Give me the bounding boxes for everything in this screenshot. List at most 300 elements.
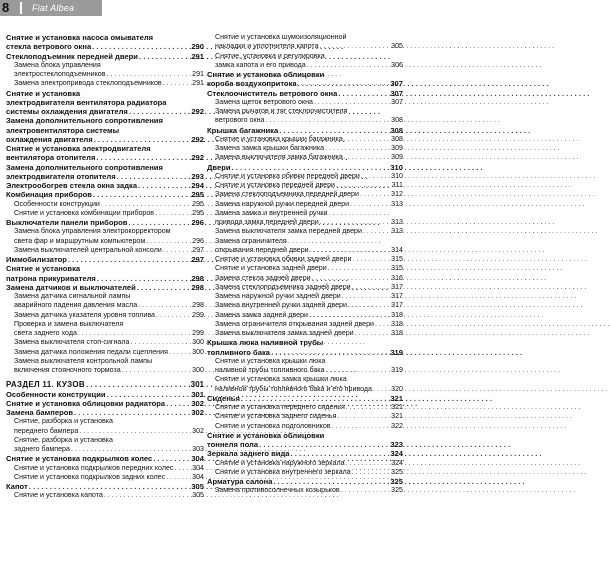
toc-entry-title: вентилятора отопителя	[6, 153, 96, 163]
dot-leader	[107, 390, 191, 399]
dot-leader	[93, 190, 190, 199]
dot-leader	[155, 209, 191, 218]
dot-leader	[355, 329, 391, 338]
dot-leader	[314, 98, 390, 107]
page-ref: 321	[391, 403, 403, 411]
toc-entry-title: Особенности конструкции	[6, 389, 106, 399]
dot-leader	[156, 311, 191, 320]
toc-entry-title: Замена датчиков и выключателей	[6, 282, 136, 292]
toc-entry[interactable]	[6, 181, 204, 190]
page-ref: 319	[391, 366, 403, 374]
dot-leader	[352, 468, 390, 477]
toc-entry-title: Замена стеклоподъемника передней двери	[215, 190, 359, 199]
page-header	[0, 0, 407, 16]
page-ref: 322	[391, 421, 403, 430]
page-ref: 324	[391, 458, 403, 467]
toc-entry-title: Электрообогрев стекла окна задка	[6, 181, 138, 190]
page-ref: 304	[191, 454, 204, 464]
toc-entry[interactable]	[6, 255, 204, 264]
page-ref: 295	[191, 190, 204, 200]
toc-entry[interactable]	[6, 264, 204, 283]
toc-entry-line: Крышка люка наливной трубы	[207, 338, 324, 348]
toc-subentry[interactable]	[207, 135, 403, 144]
page-ref: 314	[391, 245, 403, 254]
page-ref: 298	[192, 301, 204, 310]
toc-subentry[interactable]	[6, 348, 204, 357]
dot-leader	[332, 422, 391, 431]
toc-entry-title: света заднего хода	[14, 329, 77, 337]
toc-subentry[interactable]	[207, 153, 403, 162]
toc-entry-title: Снятие и установка переднего сиденья	[215, 403, 345, 411]
toc-entry-title: Снятие и установка крышки багажника	[215, 134, 343, 143]
toc-entry[interactable]	[6, 408, 204, 417]
toc-subentry[interactable]	[207, 264, 403, 273]
toc-subentry[interactable]	[6, 491, 204, 500]
toc-entry[interactable]	[6, 116, 204, 144]
toc-subentry[interactable]	[207, 190, 403, 199]
page-ref: 308	[390, 125, 403, 135]
page-ref: 292	[191, 107, 204, 116]
page-ref: 308	[391, 116, 403, 125]
toc-entry[interactable]	[6, 163, 204, 182]
toc-entry-title: Замена датчика положения педали сцепления	[14, 347, 168, 356]
page-ref: 320	[391, 384, 403, 393]
page-ref: 312	[391, 190, 403, 199]
dot-leader	[265, 116, 390, 125]
toc-entry-line: Снятие и установка	[6, 88, 81, 98]
toc-entry-line: Снятие и установка шумоизоляционной	[215, 33, 347, 41]
page-ref: 292	[191, 153, 204, 163]
dot-leader	[86, 380, 190, 389]
page-ref: 304	[192, 472, 204, 481]
page-ref: 325	[391, 486, 403, 495]
toc-entry-title: топливного бака	[207, 347, 270, 357]
page-ref: 290	[191, 42, 204, 52]
dot-leader	[139, 52, 190, 61]
dot-leader	[232, 163, 390, 172]
toc-entry-title: замка капота и его привода	[215, 60, 306, 69]
dot-leader	[279, 126, 389, 135]
toc-entry-title: электродвигателя отопителя	[6, 171, 116, 181]
page-ref: 307	[390, 79, 403, 89]
toc-entry-title: Снятие и установка капота	[14, 491, 103, 500]
page-ref: 310	[390, 162, 403, 172]
dot-leader	[352, 255, 390, 264]
page-ref: 295	[192, 199, 204, 208]
page-ref: 291	[192, 70, 204, 78]
page-ref: 310	[391, 171, 403, 180]
toc-entry[interactable]	[207, 89, 403, 98]
toc-entry-title: Замена щеток ветрового окна	[215, 97, 313, 106]
toc-subentry[interactable]	[207, 292, 403, 301]
page-ref: 318	[391, 329, 403, 337]
dot-leader	[29, 482, 191, 491]
toc-subentry[interactable]	[207, 181, 403, 190]
dot-leader	[104, 491, 191, 500]
toc-entry[interactable]	[207, 70, 403, 89]
page-ref: 324	[390, 449, 403, 459]
dot-leader	[373, 385, 390, 394]
toc-entry-title: привода замка передней двери	[215, 218, 319, 226]
toc-entry-title: тоннеля пола	[207, 440, 259, 449]
toc-entry-title: Снятие и установка передней двери	[215, 181, 336, 189]
dot-leader	[68, 255, 190, 264]
toc-entry-title: короба воздухопритока	[207, 79, 297, 89]
toc-entry-title: заднего бампера	[14, 445, 70, 453]
book-title: Fiat Albea	[32, 3, 75, 13]
toc-entry-line: Замена ограничителя	[215, 236, 287, 245]
dot-leader	[174, 464, 191, 473]
toc-entry-title: Двери	[207, 162, 231, 172]
page-ref: 323	[390, 440, 403, 449]
toc-subentry[interactable]	[207, 283, 403, 292]
toc-left-column	[6, 33, 204, 501]
toc-entry-title: РАЗДЕЛ 11. КУЗОВ	[6, 380, 85, 390]
toc-subentry[interactable]	[6, 357, 204, 376]
dot-leader	[344, 153, 390, 162]
page-ref: 302	[191, 408, 204, 417]
toc-entry-line: Замена выключателя контрольной лампы	[14, 356, 153, 365]
toc-entry-title: Снятие и установка обивки задней двери	[215, 255, 352, 263]
toc-entry[interactable]	[6, 482, 204, 491]
dot-leader	[146, 237, 191, 246]
page-ref: 291	[191, 51, 204, 61]
dot-leader	[325, 144, 390, 153]
toc-entry-title: Арматура салона	[207, 477, 273, 486]
page-ref: 308	[391, 134, 403, 143]
page-ref: 306	[391, 60, 403, 69]
page-ref: 325	[391, 467, 403, 476]
page-ref: 296	[191, 218, 204, 227]
dot-leader	[79, 427, 191, 436]
page-ref: 309	[391, 144, 403, 152]
dot-leader	[312, 274, 391, 283]
toc-entry-line: Снятие и установка электродвигателя	[6, 144, 151, 153]
toc-subentry[interactable]	[207, 274, 403, 283]
dot-leader	[320, 218, 390, 227]
dot-leader	[346, 459, 391, 468]
dot-leader	[363, 227, 390, 236]
toc-entry-title: Снятие и установка заднего сиденья	[215, 412, 337, 421]
dot-leader	[375, 320, 390, 329]
dot-leader	[298, 79, 390, 88]
toc-subentry[interactable]	[6, 61, 204, 80]
toc-subentry[interactable]	[6, 320, 204, 339]
dot-leader	[129, 107, 190, 116]
page-ref: 317	[391, 301, 403, 310]
dot-leader	[309, 311, 390, 320]
toc-entry-title: включения стояночного тормоза	[14, 366, 121, 374]
page-ref: 297	[192, 245, 204, 254]
toc-subentry[interactable]	[6, 464, 204, 473]
toc-entry[interactable]	[6, 33, 204, 52]
page-ref: 296	[192, 236, 204, 245]
toc-subentry[interactable]	[207, 144, 403, 153]
toc-subentry[interactable]	[6, 79, 204, 88]
toc-subentry[interactable]	[207, 422, 403, 431]
page-ref: 305	[192, 491, 204, 500]
toc-subentry[interactable]	[6, 209, 204, 218]
page-ref: 302	[191, 398, 204, 408]
dot-leader	[346, 403, 390, 412]
toc-entry[interactable]	[207, 338, 403, 357]
dot-leader	[271, 348, 389, 357]
toc-entry-line: Снятие, установка и регулировка	[215, 51, 325, 60]
toc-subentry[interactable]	[207, 255, 403, 264]
toc-subentry[interactable]	[207, 172, 403, 181]
toc-entry-title: Замена замка задней двери	[215, 310, 308, 319]
page-ref: 299	[192, 310, 204, 319]
toc-subentry[interactable]	[207, 52, 403, 71]
dot-leader	[138, 181, 190, 190]
toc-entry-line: Замена замка и внутренней ручки	[215, 208, 328, 217]
toc-entry-title: стекла ветрового окна	[6, 42, 92, 52]
page-number: 8	[2, 0, 10, 15]
toc-entry-title: Особенности конструкции	[14, 199, 100, 208]
toc-entry-title: Крышка багажника	[207, 125, 279, 135]
section-gap	[6, 375, 204, 378]
dot-leader	[348, 301, 390, 310]
toc-entry-title: системы охлаждения двигателя	[6, 107, 128, 116]
toc-subentry[interactable]	[6, 338, 204, 347]
dot-leader	[107, 70, 192, 79]
toc-subentry[interactable]	[207, 209, 403, 228]
toc-entry-title: Замена выключателя замка задней двери	[215, 329, 354, 337]
toc-subentry[interactable]	[207, 375, 403, 394]
toc-entry-title: Замена противосолнечных козырьков	[215, 486, 340, 495]
page-ref: 303	[192, 445, 204, 453]
page-ref: 300	[192, 338, 204, 347]
dot-leader	[273, 477, 389, 486]
page-ref: 302	[192, 426, 204, 435]
toc-entry-line: Снятие и установка облицовки	[207, 70, 325, 79]
dot-leader	[163, 79, 191, 88]
toc-subentry[interactable]	[6, 436, 204, 455]
toc-entry-title: наливной трубы топливного бака и его привода	[215, 384, 372, 393]
toc-entry-title: Замена внутренней ручки задней двери	[215, 301, 347, 310]
dot-leader	[336, 181, 391, 190]
toc-entry[interactable]	[6, 190, 204, 199]
dot-leader	[166, 399, 190, 408]
toc-entry-line: Снятие, разборка и установка	[14, 435, 113, 444]
page-ref: 321	[391, 412, 403, 421]
dot-leader	[259, 440, 389, 449]
toc-entry-title: переднего бампера	[14, 426, 79, 435]
toc-entry[interactable]	[207, 477, 403, 486]
toc-entry-title: Снятие и установка облицовки радиатора	[6, 398, 166, 408]
toc-entry[interactable]	[207, 449, 403, 458]
page-ref: 295	[192, 208, 204, 217]
toc-entry-title: Выключатели панели приборов	[6, 218, 128, 227]
toc-entry-title: Замена электропривода стеклоподъемников	[14, 79, 162, 88]
toc-entry-title: Снятие и установка задней двери	[215, 264, 327, 273]
toc-subentry[interactable]	[6, 473, 204, 482]
toc-subentry[interactable]	[6, 417, 204, 436]
dot-leader	[137, 283, 191, 292]
toc-entry-line: Снятие и установка насоса омывателя	[6, 33, 154, 42]
page-ref: 321	[390, 393, 403, 403]
dot-leader	[350, 200, 390, 209]
page-ref: 298	[191, 282, 204, 292]
toc-entry-line: Проверка и замена выключателя	[14, 319, 124, 328]
toc-entry-title: Иммобилизатор	[6, 255, 67, 264]
toc-entry-title: Замена выключателя замка багажника	[215, 153, 343, 162]
toc-subentry[interactable]	[207, 403, 403, 412]
toc-subentry[interactable]	[207, 329, 403, 338]
toc-entry-title: наливной трубы топливного бака	[215, 366, 325, 374]
page-ref: 317	[391, 282, 403, 291]
toc-entry-title: Замена выключателя стоп-сигнала	[14, 338, 130, 347]
toc-entry-title: Замена ограничителя открывания задней двери	[215, 319, 375, 328]
dot-leader	[320, 42, 391, 51]
dot-leader	[153, 454, 190, 463]
page-ref: 309	[391, 153, 403, 162]
toc-subentry[interactable]	[207, 301, 403, 310]
toc-entry-line: Снятие и установка замка крышки люка	[215, 375, 347, 384]
dot-leader	[337, 412, 390, 421]
toc-entry-title: Замена датчика указателя уровня топлива	[14, 310, 155, 319]
toc-entry-title: Снятие и установка подкрылков колес	[6, 454, 153, 464]
toc-entry-title: Стеклоподъемник передней двери	[6, 51, 138, 61]
toc-right-column	[207, 33, 403, 496]
dot-leader	[241, 394, 389, 403]
dot-leader	[71, 445, 191, 454]
dot-leader	[96, 153, 190, 162]
toc-subentry[interactable]	[207, 357, 403, 376]
page-ref: 313	[391, 227, 403, 236]
page-ref: 325	[390, 477, 403, 486]
page-ref: 317	[391, 292, 403, 300]
toc-entry-title: охлаждения двигателя	[6, 134, 93, 144]
page-ref: 293	[191, 171, 204, 181]
page-ref: 297	[191, 255, 204, 264]
page-ref: 304	[192, 463, 204, 472]
toc-entry-title: Снятие и установка наружного зеркала	[215, 458, 345, 467]
toc-entry-line: Замена блока управления	[14, 60, 101, 69]
toc-entry-line: Снятие и установка облицовки	[207, 430, 325, 440]
toc-entry[interactable]	[6, 218, 204, 227]
toc-subentry[interactable]	[207, 459, 403, 468]
toc-subentry[interactable]	[207, 468, 403, 477]
page-ref: 307	[391, 97, 403, 106]
dot-leader	[344, 135, 390, 144]
toc-entry[interactable]	[6, 390, 204, 399]
dot-leader	[78, 329, 191, 338]
toc-subentry[interactable]	[207, 200, 403, 209]
page-ref: 315	[391, 255, 403, 263]
toc-entry-line: Замена рычагов и тяг стеклоочистителя	[215, 107, 348, 115]
dot-leader	[291, 449, 390, 458]
dot-leader	[128, 218, 190, 227]
dot-leader	[307, 61, 390, 70]
toc-entry-title: Замена наружной ручки задней двери	[215, 292, 341, 300]
dot-leader	[342, 292, 390, 301]
dot-leader	[74, 408, 190, 417]
dot-leader	[130, 338, 191, 347]
dot-leader	[94, 135, 191, 144]
dot-leader	[166, 473, 191, 482]
page-ref: 294	[191, 181, 204, 190]
toc-subentry[interactable]	[6, 311, 204, 320]
toc-entry[interactable]	[6, 399, 204, 408]
toc-subentry[interactable]	[207, 33, 403, 52]
toc-section[interactable]	[6, 380, 204, 389]
dot-leader	[326, 366, 391, 375]
page-ref: 299	[192, 329, 204, 337]
toc-entry[interactable]	[6, 283, 204, 292]
toc-subentry[interactable]	[207, 98, 403, 107]
toc-subentry[interactable]	[207, 486, 403, 495]
toc-entry-title: Капот	[6, 482, 28, 491]
toc-entry[interactable]	[207, 163, 403, 172]
dot-leader	[169, 348, 191, 357]
toc-entry[interactable]	[6, 89, 204, 117]
toc-entry[interactable]	[207, 394, 403, 403]
toc-entry[interactable]	[6, 144, 204, 163]
toc-entry-title: накладки и уплотнителя капота	[215, 42, 319, 51]
toc-subentry[interactable]	[207, 107, 403, 126]
toc-subentry[interactable]	[6, 200, 204, 209]
toc-entry-line: Снятие и установка крышки люка	[215, 356, 326, 365]
page-ref: 319	[390, 347, 403, 357]
dot-leader	[122, 366, 191, 375]
toc-entry-title: открывания передней двери	[215, 245, 309, 254]
page-ref: 291	[192, 79, 204, 88]
toc-entry-title: аварийного падения давления масла	[14, 301, 138, 310]
toc-subentry[interactable]	[6, 227, 204, 246]
page-ref: 315	[391, 264, 403, 273]
toc-entry[interactable]	[6, 454, 204, 463]
toc-subentry[interactable]	[6, 292, 204, 311]
toc-entry-title: света фар и маршрутным компьютером	[14, 236, 146, 245]
toc-entry-title: Замена бамперов	[6, 408, 74, 417]
toc-subentry[interactable]	[207, 320, 403, 329]
dot-leader	[360, 190, 390, 199]
toc-entry-title: Зеркала заднего вида	[207, 449, 290, 459]
dot-leader	[138, 301, 191, 310]
page-ref: 305	[191, 482, 204, 491]
toc-entry-title: Замена наружной ручки передней двери	[215, 199, 350, 208]
toc-subentry[interactable]	[207, 227, 403, 236]
toc-entry[interactable]	[207, 431, 403, 450]
page-ref: 307	[390, 88, 403, 98]
dot-leader	[361, 172, 390, 181]
toc-entry-title: Снятие и установка внутреннего зеркала	[215, 467, 351, 476]
toc-entry-title: патрона прикуривателя	[6, 273, 96, 283]
toc-subentry[interactable]	[6, 246, 204, 255]
dot-leader	[92, 42, 190, 51]
page-ref: 318	[391, 310, 403, 319]
toc-entry[interactable]	[207, 126, 403, 135]
toc-subentry[interactable]	[207, 412, 403, 421]
dot-leader	[352, 283, 391, 292]
toc-entry-title: Снятие и установка комбинации приборов	[14, 208, 155, 217]
toc-entry-title: Снятие и установка подкрылков передних колес	[14, 463, 174, 472]
toc-entry[interactable]	[6, 52, 204, 61]
page-ref: 292	[191, 134, 204, 144]
toc-entry-title: ветрового окна	[215, 116, 265, 125]
toc-entry-title: Комбинация приборов	[6, 190, 92, 200]
page-ref: 318	[391, 319, 403, 328]
toc-entry-title: Замена стеклоподъемника задней двери	[215, 282, 351, 291]
toc-subentry[interactable]	[207, 237, 403, 256]
dot-leader	[310, 246, 391, 255]
toc-entry-title: электростеклоподъемников	[14, 70, 106, 78]
toc-entry-title: Замена выключателей центральной консоли	[14, 245, 162, 254]
toc-entry-line: Снятие и установка	[6, 264, 81, 274]
toc-subentry[interactable]	[207, 311, 403, 320]
page-ref: 301	[190, 380, 204, 390]
